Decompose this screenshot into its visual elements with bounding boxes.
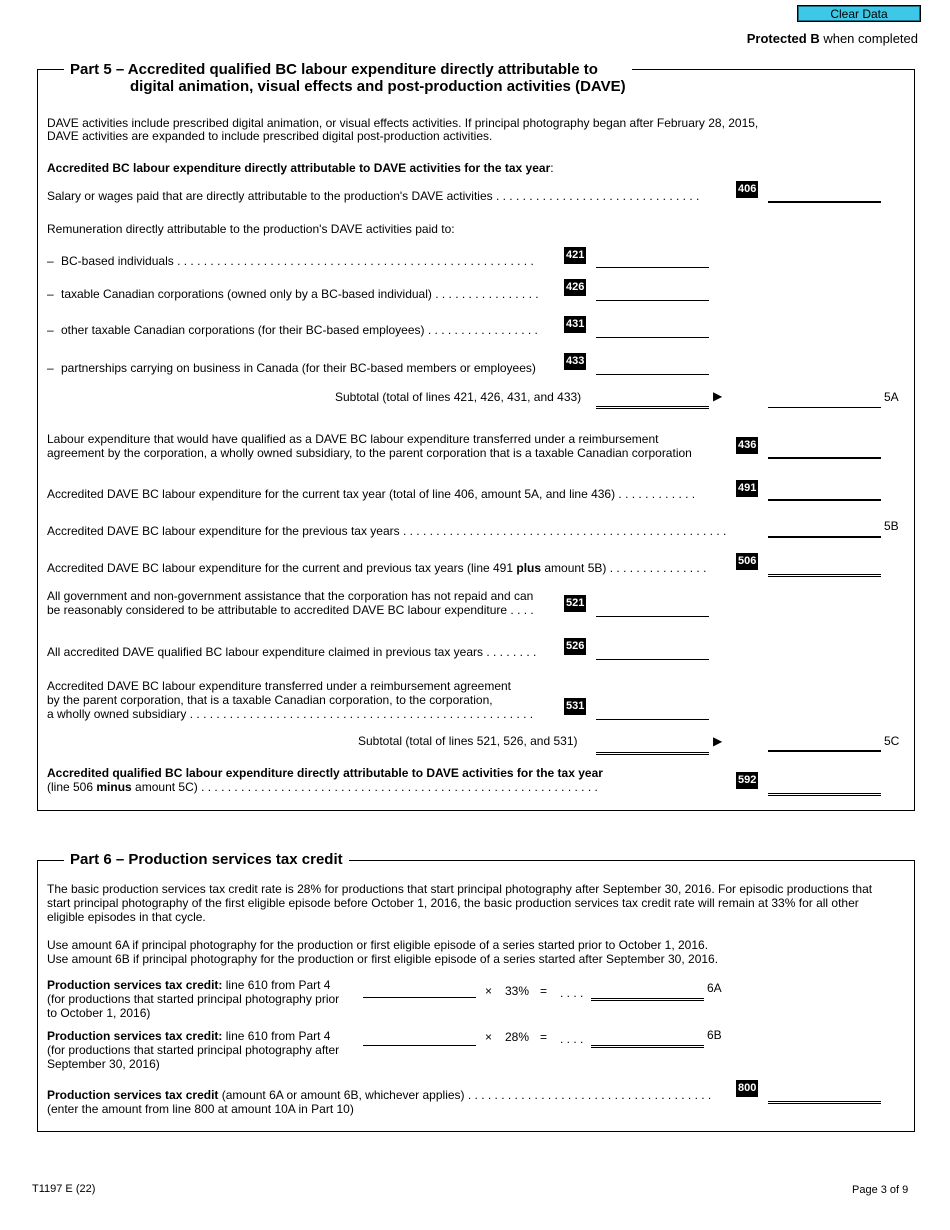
line-521-label-2: be reasonably considered to be attributable to accredited DAVE BC labour expenditure . . . . <box>47 603 534 617</box>
line-433-input[interactable] <box>596 357 709 375</box>
use-6b-note: Use amount 6B if principal photography for the production or first eligible episode of a series started after September 30, 2016. <box>47 952 719 966</box>
amount-6b-label: 6B <box>707 1028 722 1042</box>
amount-6b-input[interactable] <box>591 1030 704 1048</box>
part6-intro-3: eligible episodes in that cycle. <box>47 910 206 924</box>
calc-6b-line610-input[interactable] <box>363 1028 476 1046</box>
line-592-label-2: (line 506 minus amount 5C) . . . . . . . . . . . . . . . . . . . . . . . . . . . . . . . . . . . . . . . . . . . . . . . . . . . . . . . . . . . . <box>47 780 598 794</box>
times-6a: × <box>485 984 493 998</box>
part5-intro-line1: DAVE activities include prescribed digital animation, or visual effects activities. If principal photography began after February 28, 2015, <box>47 116 759 130</box>
code-433: 433 <box>564 353 586 370</box>
line-436-input[interactable] <box>768 441 881 459</box>
line-521-label-1: All government and non-government assistance that the corporation has not repaid and can <box>47 589 534 603</box>
line-406-input[interactable] <box>768 185 881 203</box>
line-526-input[interactable] <box>596 642 709 660</box>
line-526-label: All accredited DAVE qualified BC labour expenditure claimed in previous tax years . . . . . . . . <box>47 645 537 659</box>
ellipsis-6a: . . . . <box>560 986 584 1000</box>
line-421-label: BC-based individuals . . . . . . . . . . . . . . . . . . . . . . . . . . . . . . . . . . . . . . . . . . . . . . . . . . . . . . <box>61 254 534 268</box>
part5-title: Part 5 – Accredited qualified BC labour expenditure directly attributable to digital animation, visual effects and post-production activities (DAVE) <box>64 61 632 95</box>
line-506-label: Accredited DAVE BC labour expenditure for the current and previous tax years (line 491 plus amount 5B) . . . . . . . . . . . . . . . <box>47 561 707 575</box>
line-521-input[interactable] <box>596 599 709 617</box>
form-id: T1197 E (22) <box>32 1183 96 1195</box>
subtotal-5a-left-input[interactable] <box>596 391 709 409</box>
amount-6a-label: 6A <box>707 981 722 995</box>
code-491: 491 <box>736 480 758 497</box>
code-526: 526 <box>564 638 586 655</box>
line-800-label-2: (enter the amount from line 800 at amount 10A in Part 10) <box>47 1102 354 1116</box>
calc-6a-label-3: to October 1, 2016) <box>47 1006 151 1020</box>
code-406: 406 <box>736 181 758 198</box>
amount-5b-input[interactable] <box>768 520 881 538</box>
rate-6a: 33% <box>505 984 530 998</box>
calc-6a-label-2: (for productions that started principal photography prior <box>47 992 340 1006</box>
protected-b-label: Protected B when completed <box>746 31 918 46</box>
line-431-label: other taxable Canadian corporations (for their BC-based employees) . . . . . . . . . . . . . . . . . <box>61 323 538 337</box>
equals-6a: = <box>540 984 548 998</box>
ellipsis-6b: . . . . <box>560 1032 584 1046</box>
part5-intro-line2: DAVE activities are expanded to include prescribed digital post-production activities. <box>47 129 493 143</box>
calc-6b-label-2: (for productions that started principal photography after <box>47 1043 340 1057</box>
line-426-label: taxable Canadian corporations (owned only by a BC-based individual) . . . . . . . . . . . . . . . . <box>61 287 539 301</box>
line-592-label-1: Accredited qualified BC labour expenditure directly attributable to DAVE activities for the tax year <box>47 766 603 780</box>
code-531: 531 <box>564 698 586 715</box>
part6-intro-1: The basic production services tax credit rate is 28% for productions that start principal photography after September 30, 2016. For episodic productions that <box>47 882 873 896</box>
amount-5c-input[interactable] <box>768 734 881 752</box>
equals-6b: = <box>540 1030 548 1044</box>
dash-431: – <box>47 323 54 337</box>
subtotal-5c-left-input[interactable] <box>596 737 709 755</box>
amount-6a-input[interactable] <box>591 983 704 1001</box>
calc-6a-line610-input[interactable] <box>363 980 476 998</box>
line-431-input[interactable] <box>596 320 709 338</box>
page-number: Page 3 of 9 <box>852 1184 909 1196</box>
line-406-label: Salary or wages paid that are directly attributable to the production's DAVE activities . . . . . . . . . . . . . . . . . . . . . . . . . . . . . . . <box>47 189 700 203</box>
dash-426: – <box>47 287 54 301</box>
line-800-input[interactable] <box>768 1086 881 1104</box>
line-426-input[interactable] <box>596 283 709 301</box>
subtotal-5c-label: Subtotal (total of lines 521, 526, and 531) <box>358 734 578 748</box>
arrow-5c: ▶ <box>713 734 723 748</box>
line-531-label-2: by the parent corporation, that is a taxable Canadian corporation, to the corporation, <box>47 693 493 707</box>
code-426: 426 <box>564 279 586 296</box>
line-421-input[interactable] <box>596 250 709 268</box>
amount-5a-label: 5A <box>884 390 899 404</box>
line-436-label-1: Labour expenditure that would have qualified as a DAVE BC labour expenditure transferred under a reimbursement <box>47 432 659 446</box>
line-592-input[interactable] <box>768 778 881 796</box>
arrow-5a: ▶ <box>713 389 723 403</box>
line-5b-label: Accredited DAVE BC labour expenditure for the previous tax years . . . . . . . . . . . . . . . . . . . . . . . . . . . . . . . . . . . . . . . . . . . . . . . . . <box>47 524 727 538</box>
line-531-label-3: a wholly owned subsidiary . . . . . . . . . . . . . . . . . . . . . . . . . . . . . . . . . . . . . . . . . . . . . . . . . . . . <box>47 707 534 721</box>
calc-6b-label-3: September 30, 2016) <box>47 1057 160 1071</box>
subtotal-5a-label: Subtotal (total of lines 421, 426, 431, and 433) <box>335 390 582 404</box>
dash-421: – <box>47 254 54 268</box>
line-491-label: Accredited DAVE BC labour expenditure for the current tax year (total of line 406, amount 5A, and line 436) . . . . . . . . . . . . <box>47 487 696 501</box>
code-436: 436 <box>736 437 758 454</box>
times-6b: × <box>485 1030 493 1044</box>
line-491-input[interactable] <box>768 483 881 501</box>
amount-5c-label: 5C <box>884 734 900 748</box>
clear-data-button[interactable]: Clear Data <box>797 5 921 22</box>
calc-6b-label-1: Production services tax credit: line 610 from Part 4 <box>47 1029 331 1043</box>
code-421: 421 <box>564 247 586 264</box>
code-521: 521 <box>564 595 586 612</box>
part5-subheading: Accredited BC labour expenditure directly attributable to DAVE activities for the tax year: <box>47 161 554 175</box>
calc-6a-label-1: Production services tax credit: line 610 from Part 4 <box>47 978 331 992</box>
dash-433: – <box>47 361 54 375</box>
use-6a-note: Use amount 6A if principal photography for the production or first eligible episode of a series started prior to October 1, 2016. <box>47 938 709 952</box>
line-433-label: partnerships carrying on business in Canada (for their BC-based members or employees) <box>61 361 536 375</box>
rate-6b: 28% <box>505 1030 530 1044</box>
line-800-label-1: Production services tax credit (amount 6A or amount 6B, whichever applies) . . . . . . . . . . . . . . . . . . . . . . . . . . . . . . . . . . . . . <box>47 1088 712 1102</box>
part6-title: Part 6 – Production services tax credit <box>64 851 349 868</box>
line-531-input[interactable] <box>596 702 709 720</box>
code-592: 592 <box>736 772 758 789</box>
line-506-input[interactable] <box>768 559 881 577</box>
code-800: 800 <box>736 1080 758 1097</box>
line-531-label-1: Accredited DAVE BC labour expenditure transferred under a reimbursement agreement <box>47 679 512 693</box>
code-431: 431 <box>564 316 586 333</box>
code-506: 506 <box>736 553 758 570</box>
remuneration-label: Remuneration directly attributable to the production's DAVE activities paid to: <box>47 222 455 236</box>
amount-5b-label: 5B <box>884 519 899 533</box>
line-436-label-2: agreement by the corporation, a wholly owned subsidiary, to the parent corporation that is a taxable Canadian corporation <box>47 446 692 460</box>
part6-intro-2: start principal photography of the first eligible episode before October 1, 2016, the basic production services tax credit rate will remain at 33% for all other <box>47 896 859 910</box>
amount-5a-input[interactable] <box>768 390 881 408</box>
